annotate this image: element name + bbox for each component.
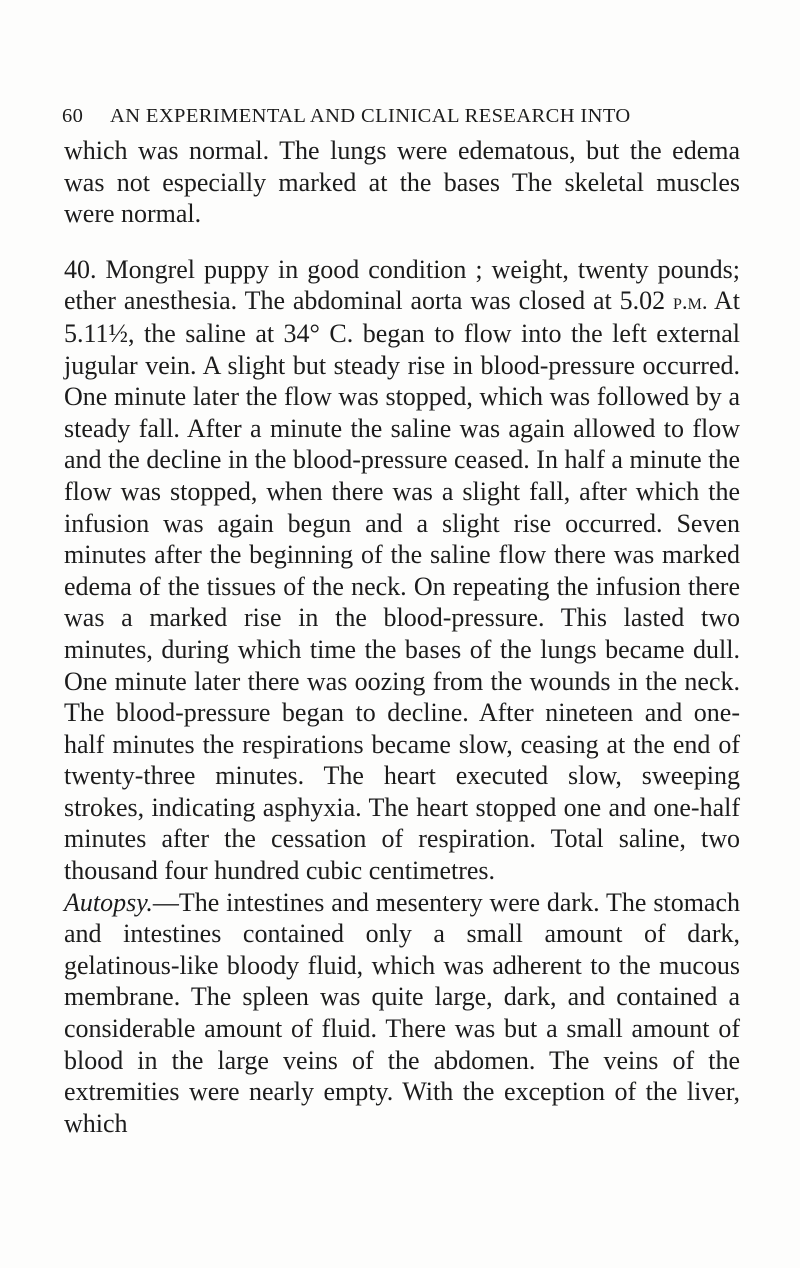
paragraph-case-40 [64, 254, 740, 887]
running-title: AN EXPERIMENTAL AND CLINICAL RESEARCH INTO [110, 105, 631, 127]
autopsy-heading: Autopsy. [64, 887, 153, 917]
paragraph-continued: which was normal. The lungs were edematous, but the edema was not especially marked at the bases The skeletal muscles were normal. [64, 136, 740, 229]
running-header [62, 105, 672, 128]
autopsy-text: —The intestines and mesentery were dark. The stomach and intestines contained only a small amount of dark, gelatinous-like bloody fluid, which was adherent to the mucous membrane. The spleen was quite large, dark, and contained a considerable amount of fluid. There was but a small amount of blood in the large veins of the abdomen. The veins of the extremities were nearly empty. With the exception of the liver, which [64, 887, 740, 1138]
page-number: 60 [62, 105, 84, 127]
case-40-text-start: 40. Mongrel puppy in good condition ; weight, twenty pounds; ether anesthesia. The abdominal aorta was closed at 5.02 [64, 254, 740, 316]
case-40-pm: p.m. [672, 289, 708, 315]
paragraph-autopsy [64, 887, 740, 1140]
case-40-text-rest: At 5.11½, the saline at 34° C. began to flow into the left external jugular vein. A slight but steady rise in blood-pressure occurred. One minute later the flow was stopped, which was followed by a steady fall. After a minute the saline was again allowed to flow and the decline in the blood-pressure ceased. In half a minute the flow was stopped, when there was a slight fall, after which the infusion was again begun and a slight rise occurred. Seven minutes after the beginning of the saline flow there was marked edema of the tissues of the neck. On repeating the infusion there was a marked rise in the blood-pressure. This lasted two minutes, during which time the bases of the lungs became dull. One minute later there was oozing from the wounds in the neck. The blood-pressure began to decline. After nineteen and one-half minutes the respirations became slow, ceasing at the end of twenty-three minutes. The heart executed slow, sweeping strokes, indicating asphyxia. The heart stopped one and one-half minutes after the cessation of respiration. Total saline, two thousand four hundred cubic centimetres. [64, 286, 740, 886]
body-text [64, 135, 740, 1139]
